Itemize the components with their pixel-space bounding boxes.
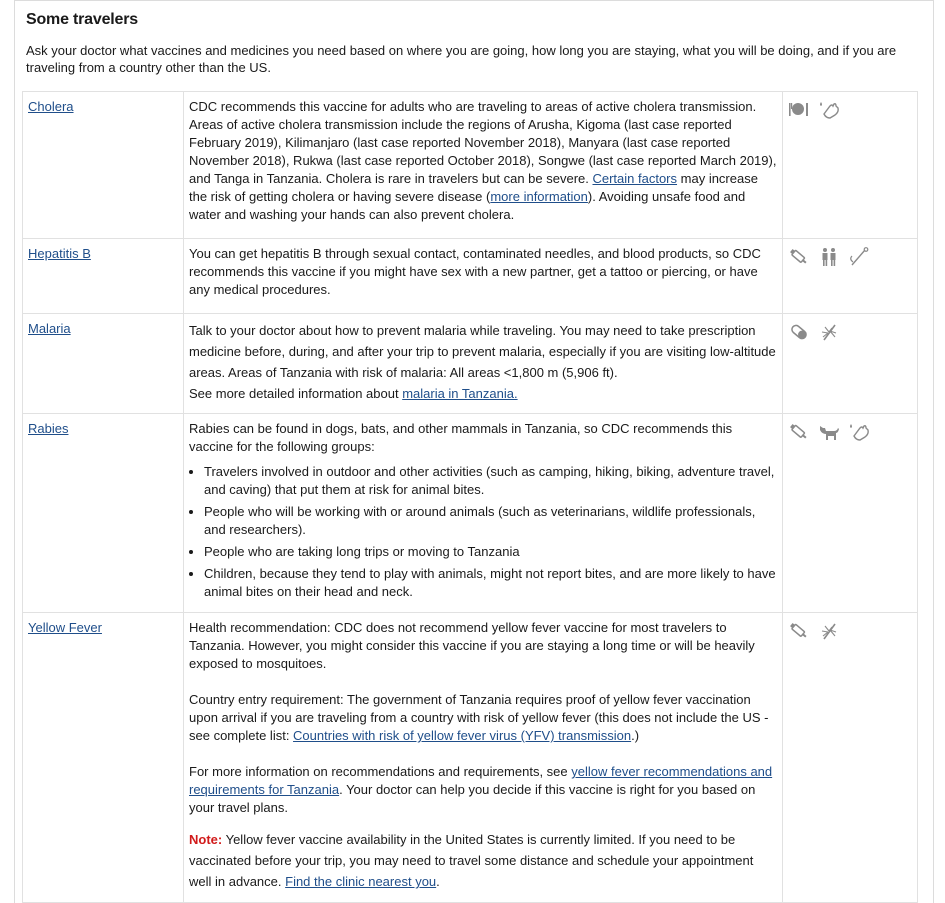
rabies-icons <box>788 420 912 442</box>
medicine-pill-icon <box>788 322 810 342</box>
table-row-yellow-fever <box>23 613 918 903</box>
vaccine-table <box>22 91 918 903</box>
yellow-fever-more-info: For more information on recommendations and requirements, see yellow fever recommendations and requirements for Tanzania. Your doctor can help you decide if this vaccine is right for you based on your travel plans. <box>189 764 773 815</box>
cholera-link[interactable]: Cholera <box>28 99 74 114</box>
hepatitis-b-description: You can get hepatitis B through sexual contact, contaminated needles, and blood products, so CDC recommends this vaccine if you might have sex with a new partner, get a tattoo or piercing, or have any medical procedures. <box>189 246 761 297</box>
vaccine-syringe-icon <box>788 422 810 442</box>
vaccine-syringe-icon <box>788 247 810 267</box>
yellow-fever-recommendations-link[interactable]: yellow fever recommendations and requirements for Tanzania <box>189 764 773 797</box>
mosquito-icon <box>818 621 840 641</box>
rabies-description: Rabies can be found in dogs, bats, and other mammals in Tanzania, so CDC recommends this vaccine for the following groups: <box>189 421 733 454</box>
malaria-icons <box>788 320 912 342</box>
malaria-in-tanzania-link[interactable]: malaria in Tanzania. <box>402 386 518 401</box>
table-row-cholera <box>23 92 918 239</box>
needle-icon <box>848 247 870 267</box>
hepatitis-b-link[interactable]: Hepatitis B <box>28 246 91 261</box>
clean-hands-icon <box>818 100 840 120</box>
list-item: • People who will be working with or around animals (such as veterinarians, wildlife professionals, and researchers). <box>204 503 777 539</box>
find-clinic-link[interactable]: Find the clinic nearest you <box>285 874 437 889</box>
table-row-hepatitis-b <box>23 239 918 314</box>
yfv-countries-link[interactable]: Countries with risk of yellow fever virus (YFV) transmission <box>293 728 632 743</box>
yellow-fever-link[interactable]: Yellow Fever <box>28 620 102 635</box>
yellow-fever-entry-requirement: Country entry requirement: The government of Tanzania requires proof of yellow fever vaccination upon arrival if you are traveling from a country with risk of yellow fever (this does not include the US - see complete list: Countries with risk of yellow fever virus (YFV) transmission.) <box>189 692 769 743</box>
food-and-drink-icon <box>788 100 810 120</box>
yellow-fever-icons <box>788 619 912 641</box>
cholera-icons <box>788 98 912 120</box>
section-intro: Ask your doctor what vaccines and medicines you need based on where you are going, how long you are staying, what you will be doing, and if you are traveling from a country other than the US. <box>26 43 897 75</box>
yellow-fever-note: Note: Yellow fever vaccine availability in the United States is currently limited. If you need to be vaccinated before your trip, you may need to travel some distance and schedule your appointment well in advance. Find the clinic nearest you. <box>189 832 754 889</box>
note-label: Note: <box>189 832 223 847</box>
list-item: • People who are taking long trips or moving to Tanzania <box>204 543 777 561</box>
dog-icon <box>818 422 840 442</box>
mosquito-icon <box>818 322 840 342</box>
table-row-malaria <box>23 314 918 414</box>
cholera-description: CDC recommends this vaccine for adults who are traveling to areas of active cholera transmission. Areas of active cholera transmission include the regions of Arusha, Kigoma (last case reported February 2019), Kilimanjaro (last case reported November 2018), Manyara (last case reported November 2018), Rukwa (last case reported October 2018), Songwe (last case reported March 2019), and Tanga in Tanzania. Cholera is rare in travelers but can be severe. Certain factors may increase the risk of getting cholera or having severe disease (more information). Avoiding unsafe food and water and washing your hands can also prevent cholera. <box>189 99 777 222</box>
more-information-link[interactable]: more information <box>490 189 588 204</box>
section-title: Some travelers <box>26 11 138 28</box>
clean-hands-icon <box>848 422 870 442</box>
list-item: • Children, because they tend to play with animals, might not report bites, and are more likely to have animal bites on their head and neck. <box>204 565 777 601</box>
malaria-description: Talk to your doctor about how to prevent malaria while traveling. You may need to take prescription medicine before, during, and after your trip to prevent malaria, especially if you are visiting low-altitude areas. Areas of Tanzania with risk of malaria: All areas <1,800 m (5,906 ft). See more detailed information about malaria in Tanzania. <box>189 323 776 401</box>
rabies-groups-list <box>189 463 777 601</box>
yellow-fever-health-recommendation: Health recommendation: CDC does not recommend yellow fever vaccine for most travelers to Tanzania. However, you might consider this vaccine if you are staying a long time or will be heavily exposed to mosquitoes. <box>189 620 755 671</box>
vaccine-syringe-icon <box>788 621 810 641</box>
rabies-link[interactable]: Rabies <box>28 421 69 436</box>
certain-factors-link[interactable]: Certain factors <box>592 171 678 186</box>
sexual-contact-icon <box>818 247 840 267</box>
hepatitis-b-icons <box>788 245 912 267</box>
list-item: • Travelers involved in outdoor and other activities (such as camping, hiking, biking, adventure travel, and caving) that put them at risk for animal bites. <box>204 463 777 499</box>
malaria-link[interactable]: Malaria <box>28 321 71 336</box>
table-row-rabies <box>23 414 918 613</box>
